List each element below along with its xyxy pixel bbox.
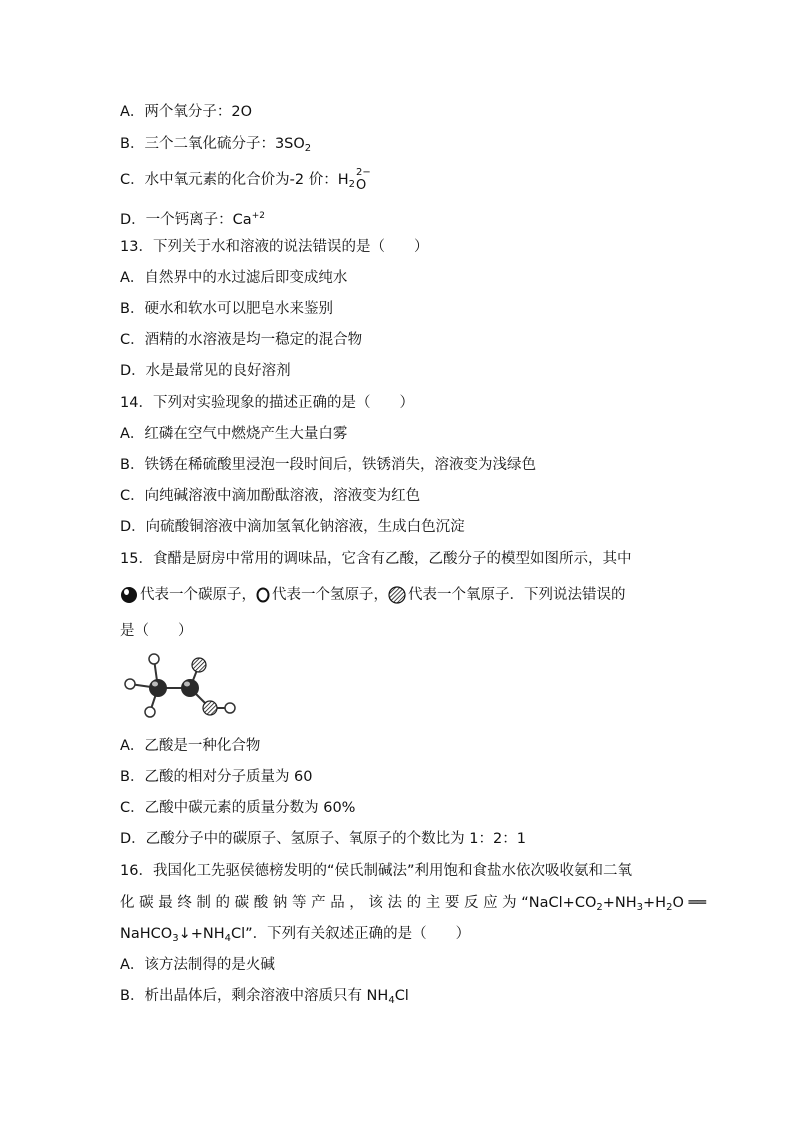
- legend-oxygen-text: 代表一个氧原子．下列说法错误的: [408, 587, 626, 603]
- carbon-atom-icon: [120, 586, 138, 604]
- q16-stem-line3: [120, 924, 470, 949]
- q12-option-d-text: D．一个钙离子：Ca: [120, 212, 252, 228]
- subscript: 3: [172, 933, 179, 944]
- q15-option-c: C．乙酸中碳元素的质量分数为 60%: [120, 800, 356, 816]
- valence-notation: [355, 167, 371, 193]
- subscript: 2: [666, 902, 673, 913]
- oxygen-atom: [192, 658, 206, 672]
- formula-part: NaHCO: [120, 926, 173, 942]
- q14-stem: 14．下列对实验现象的描述正确的是（ ）: [120, 395, 414, 411]
- q13-option-c: C．酒精的水溶液是均一稳定的混合物: [120, 332, 363, 348]
- formula-part: +NH: [602, 895, 637, 911]
- q16-option-b: [120, 986, 409, 1011]
- q14-option-a: A．红磷在空气中燃烧产生大量白雾: [120, 426, 348, 442]
- acetic-acid-model-figure: [118, 650, 246, 726]
- q12-option-c: [120, 167, 371, 195]
- valence-value: 2−: [355, 167, 371, 178]
- formula-part: Cl: [394, 988, 409, 1004]
- q12-option-d: [120, 206, 265, 230]
- hydrogen-atom: [225, 703, 235, 713]
- q12-option-c-text: C．水中氧元素的化合价为-2 价：H: [120, 172, 349, 188]
- hydrogen-atom: [149, 654, 159, 664]
- q16-option-b-text: B．析出晶体后，剩余溶液中溶质只有 NH: [120, 988, 389, 1004]
- q16-line3-text: Cl”．下列有关叙述正确的是（ ）: [231, 926, 471, 942]
- subscript: 4: [224, 933, 231, 944]
- q16-stem-line2: [120, 893, 706, 918]
- hydrogen-atom: [145, 707, 155, 717]
- legend-carbon-text: 代表一个碳原子，: [140, 587, 256, 603]
- legend-hydrogen-text: 代表一个氢原子，: [272, 587, 388, 603]
- carbon-atom: [149, 679, 167, 697]
- q15-option-d: D．乙酸分子中的碳原子、氢原子、氧原子的个数比为 1：2：1: [120, 831, 526, 847]
- q14-option-c: C．向纯碱溶液中滴加酚酞溶液，溶液变为红色: [120, 488, 421, 504]
- q15-stem-line1: 15．食醋是厨房中常用的调味品，它含有乙酸，乙酸分子的模型如图所示，其中: [120, 551, 632, 567]
- q12-option-b-subscript: 2: [304, 143, 312, 154]
- formula-part: ↓+NH: [178, 926, 225, 942]
- q16-option-a: A．该方法制得的是火碱: [120, 957, 275, 973]
- q15-option-b: B．乙酸的相对分子质量为 60: [120, 769, 313, 785]
- q12-option-d-superscript: +2: [251, 211, 265, 221]
- valence-element: O: [355, 178, 367, 193]
- subscript: 4: [388, 995, 395, 1006]
- oxygen-atom: [203, 701, 217, 715]
- carbon-atom: [181, 679, 199, 697]
- q13-option-d: D．水是最常见的良好溶剂: [120, 363, 291, 379]
- q16-stem-line1: 16．我国化工先驱侯德榜发明的“侯氏制碱法”利用饱和食盐水依次吸收氨和二氧: [120, 863, 632, 879]
- formula-part: +H: [643, 895, 667, 911]
- formula-part: O ══: [672, 895, 706, 911]
- q16-line2-text: 化 碳 最 终 制 的 碳 酸 钠 等 产 品 ， 该 法 的 主 要 反 应 为 “NaCl+CO: [120, 895, 597, 911]
- q13-stem: 13．下列关于水和溶液的说法错误的是（ ）: [120, 239, 429, 255]
- q12-option-a: A．两个氧分子：2O: [120, 104, 253, 120]
- q12-option-b: [120, 134, 311, 159]
- q12-option-c-subscript: 2: [348, 179, 355, 190]
- q15-stem-line3: 是（ ）: [120, 623, 193, 639]
- q15-option-a: A．乙酸是一种化合物: [120, 738, 261, 754]
- subscript: 3: [636, 902, 644, 913]
- q13-option-b: B．硬水和软水可以肥皂水来鉴别: [120, 301, 333, 317]
- q14-option-d: D．向硫酸铜溶液中滴加氢氧化钠溶液，生成白色沉淀: [120, 519, 465, 535]
- q13-option-a: A．自然界中的水过滤后即变成纯水: [120, 270, 348, 286]
- oxygen-atom-icon: [388, 586, 406, 604]
- q12-option-b-text: B．三个二氧化硫分子：3SO: [120, 136, 305, 152]
- subscript: 2: [596, 902, 603, 913]
- q15-stem-line2: [120, 585, 626, 605]
- hydrogen-atom: [125, 679, 135, 689]
- q14-option-b: B．铁锈在稀硫酸里浸泡一段时间后，铁锈消失，溶液变为浅绿色: [120, 457, 536, 473]
- hydrogen-atom-icon: [256, 587, 270, 603]
